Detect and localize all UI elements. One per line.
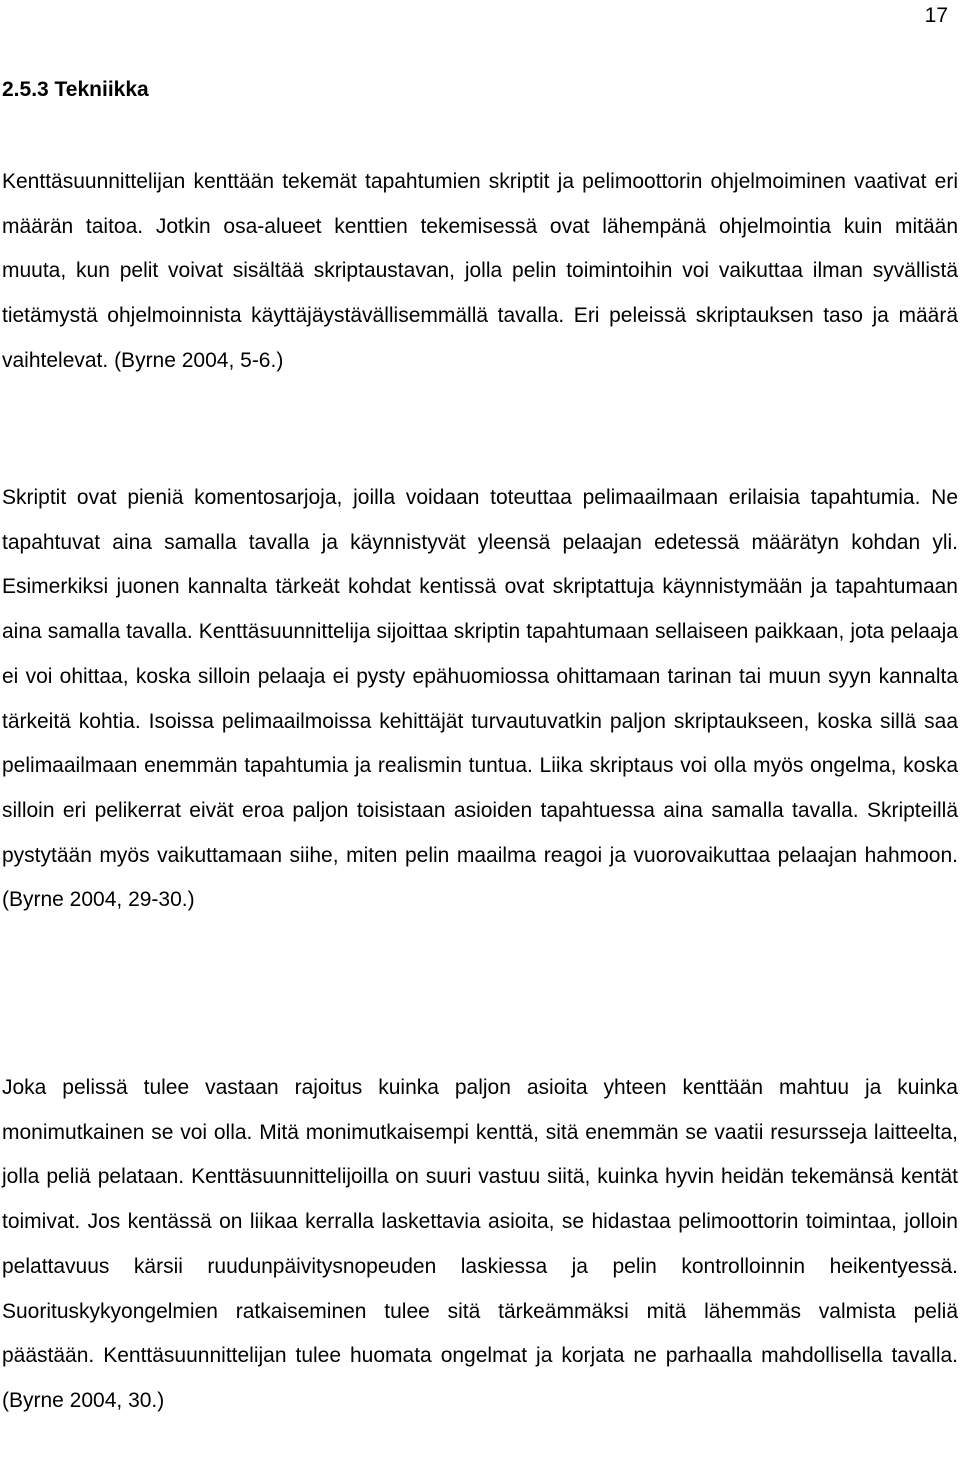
page-number: 17 [924, 4, 948, 27]
paragraph-scripting-intro: Kenttäsuunnittelijan kenttään tekemät tapahtumien skriptit ja pelimoottorin ohjelmoiminen vaativat eri määrän taitoa. Jotkin osa-alueet kenttien tekemisessä ovat lähempänä ohjelmointia kuin mitään muuta, kun pelit voivat sisältää skriptaustavan, jolla pelin toimintoihin voi vaikuttaa ilman syvällistä tietämystä ohjelmoinnista käyttäjäystävällisemmällä tavalla. Eri peleissä skriptauksen taso ja määrä vaihtelevat. (Byrne 2004, 5-6.) [2, 170, 958, 372]
section-heading: 2.5.3 Tekniikka [2, 78, 149, 101]
paragraph-scripts-events: Skriptit ovat pieniä komentosarjoja, joilla voidaan toteuttaa pelimaailmaan erilaisia tapahtumia. Ne tapahtuvat aina samalla tavalla ja käynnistyvät yleensä pelaajan edetessä määrätyn kohdan yli. Esimerkiksi juonen kannalta tärkeät kohdat kentissä ovat skriptattuja käynnistymään ja tapahtumaan aina samalla tavalla. Kenttäsuunnittelija sijoittaa skriptin tapahtumaan sellaiseen paikkaan, jota pelaaja ei voi ohittaa, koska silloin pelaaja ei pysty epähuomiossa ohittamaan tarinan tai muun syyn kannalta tärkeitä kohtia. Isoissa pelimaailmoissa kehittäjät turvautuvatkin paljon skriptaukseen, koska sillä saa pelimaailmaan enemmän tapahtumia ja realismin tuntua. Liika skriptaus voi olla myös ongelma, koska silloin eri pelikerrat eivät eroa paljon toisistaan asioiden tapahtuessa aina samalla tavalla. Skripteillä pystytään myös vaikuttamaan siihe, miten pelin maailma reagoi ja vuorovaikuttaa pelaajan hahmoon. (Byrne 2004, 29-30.) [2, 486, 958, 912]
paragraph-performance-limits: Joka pelissä tulee vastaan rajoitus kuinka paljon asioita yhteen kenttään mahtuu ja kuinka monimutkainen se voi olla. Mitä monimutkaisempi kenttä, sitä enemmän se vaatii resursseja laitteelta, jolla peliä pelataan. Kenttäsuunnittelijoilla on suuri vastuu siitä, kuinka hyvin heidän tekemänsä kentät toimivat. Jos kentässä on liikaa kerralla laskettavia asioita, se hidastaa pelimoottorin toimintaa, jolloin pelattavuus kärsii ruudunpäivitysnopeuden laskiessa ja pelin kontrolloinnin heikentyessä. Suorituskykyongelmien ratkaiseminen tulee sitä tärkeämmäksi mitä lähemmäs valmista peliä päästään. Kenttäsuunnittelijan tulee huomata ongelmat ja korjata ne parhaalla mahdollisella tavalla. (Byrne 2004, 30.) [2, 1076, 958, 1412]
